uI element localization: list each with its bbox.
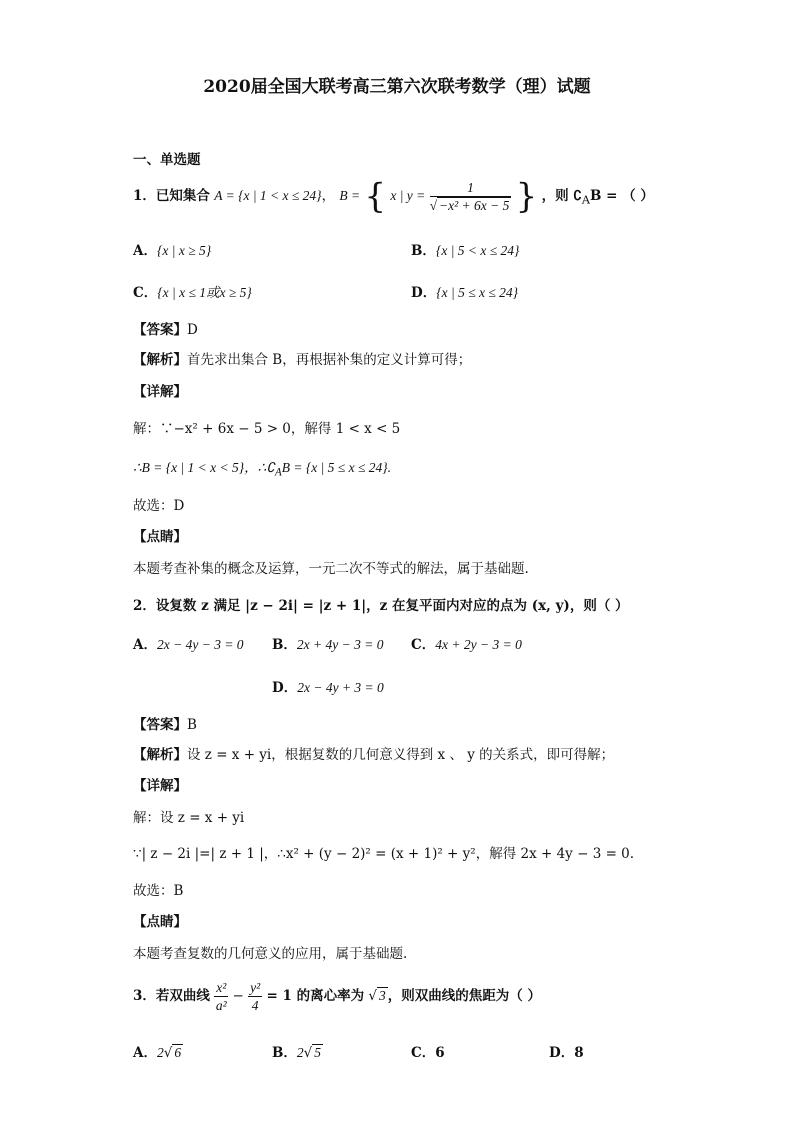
- analysis-tag: 【解析】: [133, 352, 187, 368]
- q3-option-a[interactable]: A．2√ 6: [133, 1045, 182, 1061]
- q1-set-b-pre: B =: [339, 188, 361, 203]
- option-label: A．: [133, 1045, 157, 1061]
- fraction-den: 4: [251, 997, 259, 1013]
- page-title: 2020届全国大联考高三第六次联考数学（理）试题: [203, 77, 591, 97]
- option-label: D．: [549, 1045, 575, 1061]
- q1-remark-tag: 【点睛】: [133, 529, 187, 545]
- answer-tag: 【答案】: [133, 717, 187, 733]
- q2-option-b[interactable]: [272, 633, 384, 653]
- option-text: {x | x ≥ 5}: [156, 243, 212, 258]
- q1-stem-end: ，则 ∁: [541, 188, 582, 204]
- option-label: B．: [411, 243, 436, 259]
- option-label: C．: [133, 285, 158, 301]
- q3-option-c[interactable]: [411, 1041, 445, 1061]
- q3-eq: = 1 的离心率为: [266, 988, 365, 1004]
- q2-stem: 2．设复数 z 满足 |z − 2i| = |z + 1|，z 在复平面内对应的点为 (x, y)，则（ ）: [133, 598, 629, 614]
- analysis-text: 首先求出集合 B，再根据补集的定义计算可得；: [187, 352, 472, 368]
- q1-set-a: A = {x | 1 < x ≤ 24}: [214, 188, 322, 203]
- q3-stem: [133, 976, 541, 1016]
- q2-choose: 故选：B: [133, 883, 184, 899]
- option-label: D．: [411, 285, 437, 301]
- q2-remark: 本题考查复数的几何意义的应用，属于基础题.: [133, 946, 408, 962]
- q1-option-a[interactable]: [133, 239, 211, 259]
- solution-tail: B = {x | 5 ≤ x ≤ 24}.: [281, 460, 392, 475]
- solution-sub: A: [274, 466, 282, 479]
- q1-option-b[interactable]: [411, 239, 519, 259]
- option-text: 2x − 4y − 3 = 0: [156, 637, 244, 652]
- q1-set-b-inner: x | y =: [390, 188, 426, 203]
- option-label: B．: [272, 1045, 297, 1061]
- q1-fraction-num: 1: [430, 179, 512, 197]
- option-text: 4x + 2y − 3 = 0: [435, 637, 522, 652]
- q1-stem-start: 1．已知集合: [133, 188, 210, 204]
- q1-fraction: [430, 179, 512, 215]
- q1-left-brace: {: [364, 176, 387, 217]
- q2-remark-tag: 【点睛】: [133, 914, 187, 930]
- q3-stem-end: ，则双曲线的焦距为（ ）: [387, 988, 541, 1004]
- solution-text: ∴B = {x | 1 < x < 5}，∴∁: [133, 460, 275, 475]
- q2-analysis: [133, 743, 614, 763]
- option-text: 2x + 4y − 3 = 0: [296, 637, 384, 652]
- q2-solution-line1: 解：设 z = x + yi: [133, 810, 245, 826]
- fraction-num: y²: [250, 979, 261, 995]
- option-label: C．: [411, 637, 436, 653]
- fraction-den: a²: [215, 997, 227, 1013]
- q1-answer: [133, 318, 198, 338]
- option-coef: 2: [156, 1045, 164, 1060]
- option-label: D．: [272, 680, 298, 696]
- q1-solution-line2: [133, 456, 391, 479]
- option-radicand: 6: [174, 1045, 182, 1060]
- q2-option-a[interactable]: [133, 633, 244, 653]
- q3-fraction-y: [248, 979, 262, 1015]
- q1-stem-tail: B = （ ）: [590, 188, 654, 204]
- answer-value: D: [187, 322, 198, 338]
- q2-answer: [133, 713, 197, 733]
- q2-option-c[interactable]: [411, 633, 522, 653]
- option-coef: 2: [296, 1045, 304, 1060]
- option-radicand: 5: [314, 1045, 322, 1060]
- sqrt-radicand: 3: [379, 988, 386, 1003]
- q2-option-d[interactable]: [272, 676, 384, 696]
- analysis-tag: 【解析】: [133, 747, 187, 763]
- q1-choose: 故选：D: [133, 498, 185, 514]
- option-text: {x | 5 < x ≤ 24}: [435, 243, 520, 258]
- option-label: C．: [411, 1045, 436, 1061]
- q2-detail-tag: 【详解】: [133, 778, 187, 794]
- q1-fraction-radicand: −x² + 6x − 5: [439, 197, 510, 213]
- q1-remark: 本题考查补集的概念及运算，一元二次不等式的解法，属于基础题.: [133, 561, 529, 577]
- option-text: 2x − 4y + 3 = 0: [297, 680, 384, 695]
- q1-stem: 1．已知集合 A = {x | 1 < x ≤ 24}， B = { x | y = $\frac{1}{\text{√ −x² + 6x − 5}}$ } ，则 $∁_AB$ = （ ）: [133, 176, 654, 217]
- analysis-text: 设 z = x + yi，根据复数的几何意义得到 x 、 y 的关系式，即可得解；: [187, 747, 615, 763]
- q1-right-brace: }: [515, 176, 538, 217]
- q1-analysis: [133, 348, 471, 368]
- fraction-num: x²: [216, 979, 227, 995]
- option-text: {x | x ≤ 1或x ≥ 5}: [157, 285, 252, 300]
- q3-option-d[interactable]: [549, 1041, 584, 1061]
- q2-solution-line2: ∵| z − 2i |=| z + 1 |，∴x² + (y − 2)² = (x + 1)² + y²，解得 2x + 4y − 3 = 0.: [133, 846, 635, 862]
- q1-option-d[interactable]: [411, 281, 518, 301]
- q3-sqrt: √ 3: [368, 988, 386, 1004]
- option-text: {x | 5 ≤ x ≤ 24}: [436, 285, 519, 300]
- answer-value: B: [187, 717, 197, 733]
- option-label: A．: [133, 243, 157, 259]
- q3-stem-start: 3．若双曲线: [133, 988, 210, 1004]
- q1-fraction-den: √ −x² + 6x − 5: [429, 197, 510, 213]
- option-text: 8: [574, 1045, 584, 1061]
- q1-option-c[interactable]: [133, 281, 252, 301]
- option-label: A．: [133, 637, 157, 653]
- option-label: B．: [272, 637, 297, 653]
- q1-stem-sub: A: [581, 193, 591, 207]
- q3-minus: −: [232, 988, 244, 1004]
- q3-option-b[interactable]: B．2√ 5: [272, 1045, 322, 1061]
- answer-tag: 【答案】: [133, 322, 187, 338]
- q3-fraction-x: [214, 979, 228, 1015]
- option-text: 6: [435, 1045, 445, 1061]
- q1-detail-tag: 【详解】: [133, 384, 187, 400]
- q1-solution-line1: 解：∵−x² + 6x − 5 > 0，解得 1 < x < 5: [133, 421, 401, 437]
- section-heading: 一、单选题: [133, 152, 201, 168]
